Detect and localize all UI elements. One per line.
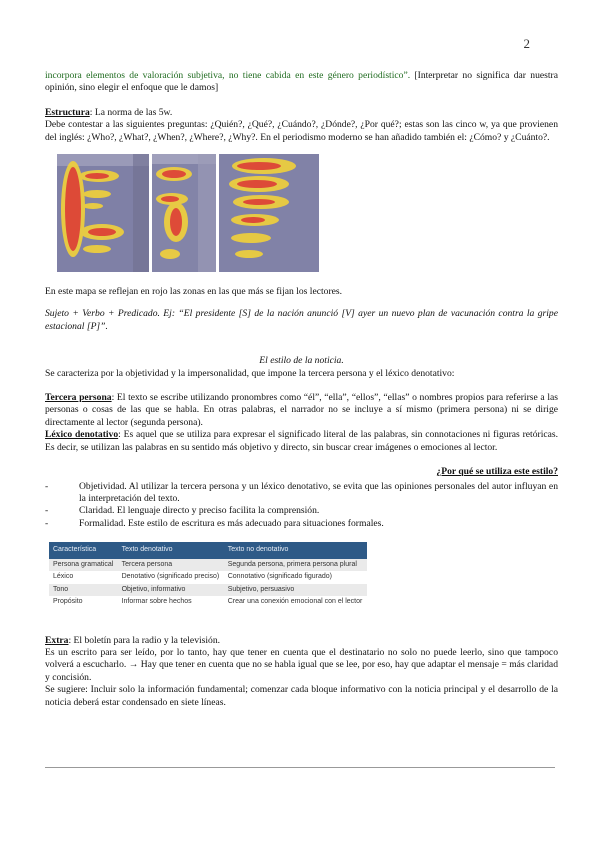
why-list	[45, 481, 558, 531]
table-cell: Informar sobre hechos	[118, 596, 224, 609]
extra-label: Extra	[45, 634, 69, 646]
tercera-persona-paragraph	[45, 392, 558, 429]
tercera-persona-label: Tercera persona	[45, 392, 112, 404]
list-item: - Claridad. El lenguaje directo y preciso facilita la comprensión.	[45, 505, 558, 517]
table-cell: Tercera persona	[118, 559, 224, 572]
table-cell: Crear una conexión emocional con el lector	[224, 596, 367, 609]
intro-note: [Interpretar no significa dar nuestra opinión, sino elegir el enfoque que le damos]	[45, 70, 558, 94]
heatmap-image-1	[57, 154, 149, 272]
table-cell: Denotativo (significado preciso)	[118, 571, 224, 584]
document-body	[45, 70, 558, 709]
extra-body: Es un escrito para ser leído, por lo tanto, hay que tener en cuenta que el destinatario no solo no puede leerlo, sino que tampoco volverá a escucharlo. → Hay que tener en cuenta que no se habla igual que se lee, por eso, hay que adaptar el mensaje = más claridad y concisión.	[45, 647, 558, 683]
intro-quote: incorpora elementos de valoración subjetiva, no tiene cabida en este género periodístico”.	[45, 70, 411, 81]
table-row	[49, 596, 367, 609]
table-header: Texto no denotativo	[224, 542, 367, 559]
comparison-table	[49, 542, 367, 609]
extra-line	[45, 635, 558, 647]
list-item: - Formalidad. Este estilo de escritura es más adecuado para situaciones formales.	[45, 518, 558, 530]
table-row	[49, 559, 367, 572]
table-header: Texto denotativo	[118, 542, 224, 559]
extra-text: : El boletín para la radio y la televisión.	[68, 634, 221, 646]
table-cell: Persona gramatical	[49, 559, 118, 572]
table-header: Característica	[49, 542, 118, 559]
page-number: 2	[523, 36, 530, 51]
table-cell: Tono	[49, 584, 118, 597]
lexico-paragraph	[45, 429, 558, 454]
table-cell: Connotativo (significado figurado)	[224, 571, 367, 584]
table-header-row	[49, 542, 367, 559]
estructura-label: Estructura	[45, 106, 90, 118]
heatmap-caption: En este mapa se reflejan en rojo las zonas en las que más se fijan los lectores.	[45, 286, 343, 298]
lexico-text: : Es aquel que se utiliza para expresar el significado literal de las palabras, sin connotaciones ni figuras retóricas. Es decir, se utilizan las palabras en su sentido más objetivo y directo, sin buscar crear imágenes o emociones al lector.	[45, 429, 559, 453]
list-item: - Objetividad. Al utilizar la tercera persona y un léxico denotativo, se evita que las opiniones personales del autor influyan en la interpretación del texto.	[45, 481, 558, 506]
table-cell: Propósito	[49, 596, 118, 609]
estructura-body: Debe contestar a las siguientes preguntas: ¿Quién?, ¿Qué?, ¿Cuándo?, ¿Dónde?, ¿Por qué?; estas son las cinco w, ya que provienen del inglés: ¿Who?, ¿What?, ¿When?, ¿Where?, ¿Why?. En el periodismo moderno se han añadido también el: ¿Cómo? y ¿Cuánto?.	[45, 119, 558, 143]
heatmap-image-3	[219, 154, 319, 272]
extra-suggestion: Se sugiere: Incluir solo la información fundamental; comenzar cada bloque informativo con la noticia principal y el desarrollo de la noticia deberá estar condensado en siete líneas.	[45, 684, 558, 708]
why-heading: ¿Por qué se utiliza este estilo?	[436, 466, 558, 478]
lexico-label: Léxico denotativo	[45, 429, 119, 441]
table-cell: Segunda persona, primera persona plural	[224, 559, 367, 572]
heatmap-figure	[57, 154, 558, 272]
footer-rule	[45, 767, 555, 768]
svp-example: Sujeto + Verbo + Predicado. Ej: “El presidente [S] de la nación anunció [V] ayer un nuevo plan de vacunación contra la gripe estacional [P]”.	[45, 308, 558, 332]
table-row	[49, 571, 367, 584]
table-cell: Objetivo, informativo	[118, 584, 224, 597]
style-intro: Se caracteriza por la objetividad y la impersonalidad, que impone la tercera persona y el léxico denotativo:	[45, 367, 455, 379]
table-row	[49, 584, 367, 597]
estructura-line	[45, 107, 558, 119]
heatmap-image-2	[152, 154, 216, 272]
table-cell: Léxico	[49, 571, 118, 584]
estructura-text: : La norma de las 5w.	[89, 106, 173, 118]
style-heading: El estilo de la noticia.	[259, 355, 344, 367]
tercera-persona-text: : El texto se escribe utilizando pronombres como “él”, “ella”, “ellos”, “ellas” o nombres propios para referirse a las personas o cosas de las que se habla. En otras palabras, el narrador no se incluye a sí mismo (primera persona) ni se dirige directamente al lector (segunda persona).	[45, 392, 558, 428]
table-cell: Subjetivo, persuasivo	[224, 584, 367, 597]
intro-paragraph	[45, 70, 558, 95]
